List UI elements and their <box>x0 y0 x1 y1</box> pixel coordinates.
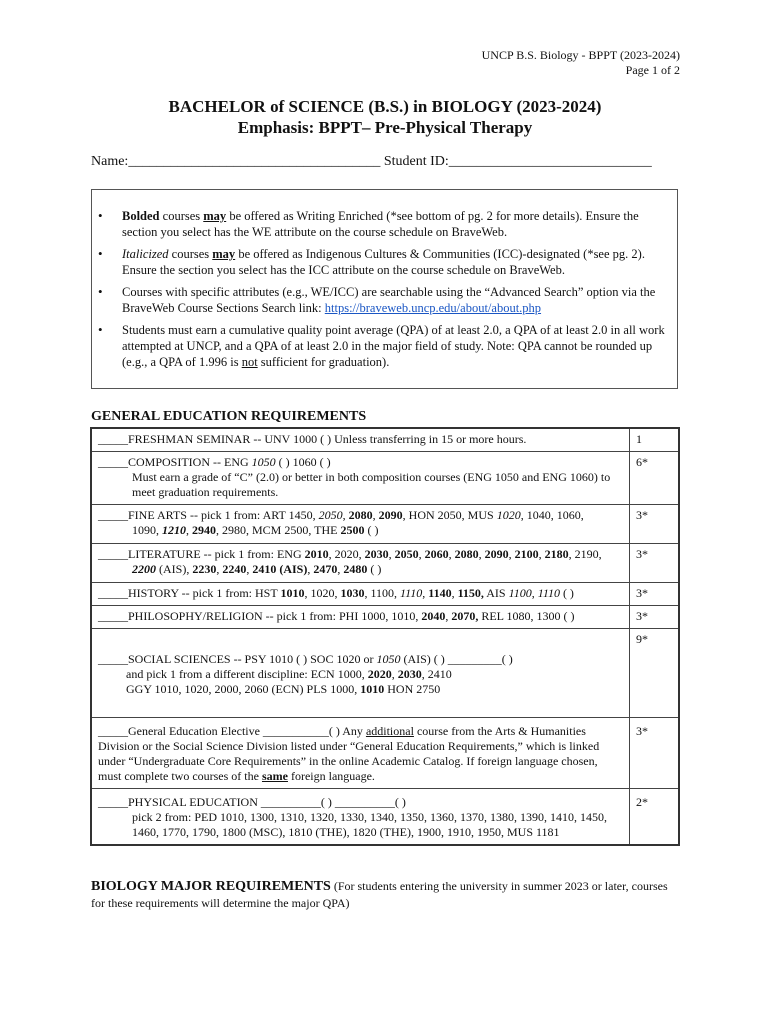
philosophy-religion: _____PHILOSOPHY/RELIGION -- pick 1 from: PHI 1000, 1010, 2040, 2070, REL 1080, 1300 ( ) <box>92 606 630 628</box>
biology-major-heading: BIOLOGY MAJOR REQUIREMENTS (For students entering the university in summer 2023 or later, courses for these requirements will determine the major QPA) <box>91 879 668 910</box>
student-info-row <box>91 154 652 170</box>
program-label: UNCP B.S. Biology - BPPT (2023-2024) <box>481 48 680 62</box>
fine-arts: _____FINE ARTS -- pick 1 from: ART 1450, 2050, 2080, 2090, HON 2050, MUS 1020, 1040, 1060, 1090, 1210, 2940, 2980, MCM 2500, THE 2500 ( ) <box>92 505 630 543</box>
gened-heading: GENERAL EDUCATION REQUIREMENTS <box>91 409 367 424</box>
note-writing-enriched: • Bolded courses may be offered as Writing Enriched (*see bottom of pg. 2 for more details). Ensure the section you select has the WE attribute on the course schedule on BraveWeb. <box>122 208 667 240</box>
notes-box <box>91 189 678 389</box>
credits: 3* <box>636 724 648 738</box>
table-row <box>92 629 678 718</box>
gened-table <box>90 427 680 846</box>
credits: 3* <box>636 547 648 561</box>
name-field[interactable]: Name:____________________________________ <box>91 154 381 169</box>
note-qpa: • Students must earn a cumulative quality point average (QPA) of at least 2.0, a QPA of at least 2.0 in all work attempted at UNCP, and a QPA of at least 2.0 in the major field of study. Note: QPA cannot be rounded up (e.g., a QPA of 1.996 is not sufficient for graduation). <box>122 322 667 370</box>
title-line-1: BACHELOR of SCIENCE (B.S.) in BIOLOGY (2023-2024) <box>168 97 602 116</box>
credits: 3* <box>636 586 648 600</box>
credits: 9* <box>636 632 648 646</box>
page-number: Page 1 of 2 <box>625 63 680 77</box>
composition: _____COMPOSITION -- ENG 1050 ( ) 1060 ( ) Must earn a grade of “C” (2.0) or better in both composition courses (ENG 1050 and ENG 1060) to meet graduation requirements. <box>92 452 630 504</box>
table-row <box>92 544 678 583</box>
credits: 2* <box>636 795 648 809</box>
credits: 3* <box>636 508 648 522</box>
document-title <box>0 96 770 138</box>
freshman-seminar: _____FRESHMAN SEMINAR -- UNV 1000 ( ) Unless transferring in 15 or more hours. <box>92 429 630 451</box>
social-sciences: _____SOCIAL SCIENCES -- PSY 1010 ( ) SOC 1020 or 1050 (AIS) ( ) _________( ) and pick 1 from a different discipline: ECN 1000, 2020, 2030, 2410 GGY 1010, 1020, 2000, 2060 (ECN) PLS 1000, 1010 HON 2750 <box>92 629 630 717</box>
student-id-field[interactable]: Student ID:_____________________________ <box>383 154 652 169</box>
table-row <box>92 429 678 452</box>
table-row <box>92 505 678 544</box>
page-header <box>482 48 680 78</box>
table-row <box>92 718 678 789</box>
notes-list <box>92 208 677 376</box>
gened-elective: _____General Education Elective ___________( ) Any additional course from the Arts & Humanities Division or the Social Science Division listed under “General Education Requirements,” which is linked under “Undergraduate Core Requirements” in the online Academic Catalog. If foreign language chosen, must complete two courses of the same foreign language. <box>92 718 630 788</box>
note-attributes: • Courses with specific attributes (e.g., WE/ICC) are searchable using the “Advanced Search” option via the BraveWeb Course Sections Search link: https://braveweb.uncp.edu/about/about.php <box>122 284 667 316</box>
note-icc: • Italicized courses may be offered as Indigenous Cultures & Communities (ICC)-designated (*see pg. 2). Ensure the section you select has the ICC attribute on the course schedule on BraveWeb. <box>122 246 667 278</box>
table-row <box>92 789 678 844</box>
table-row <box>92 606 678 629</box>
history: _____HISTORY -- pick 1 from: HST 1010, 1020, 1030, 1100, 1110, 1140, 1150, AIS 1100, 1110 ( ) <box>92 583 630 605</box>
table-row <box>92 452 678 505</box>
credits: 6* <box>636 455 648 469</box>
braveweb-link[interactable]: https://braveweb.uncp.edu/about/about.php <box>324 301 542 315</box>
literature: _____LITERATURE -- pick 1 from: ENG 2010, 2020, 2030, 2050, 2060, 2080, 2090, 2100, 2180, 2190, 2200 (AIS), 2230, 2240, 2410 (AIS), 2470, 2480 ( ) <box>92 544 630 582</box>
physical-education: _____PHYSICAL EDUCATION __________( ) __________( ) pick 2 from: PED 1010, 1300, 1310, 1320, 1330, 1340, 1350, 1360, 1370, 1380, 1390, 1410, 1450, 1460, 1770, 1790, 1800 (MSC), 1810 (THE), 1820 (THE), 1900, 1910, 1950, MUS 1181 <box>92 789 630 844</box>
credits: 3* <box>636 609 648 623</box>
table-row <box>92 583 678 606</box>
credits: 1 <box>636 432 642 446</box>
title-line-2: Emphasis: BPPT– Pre-Physical Therapy <box>237 118 533 137</box>
